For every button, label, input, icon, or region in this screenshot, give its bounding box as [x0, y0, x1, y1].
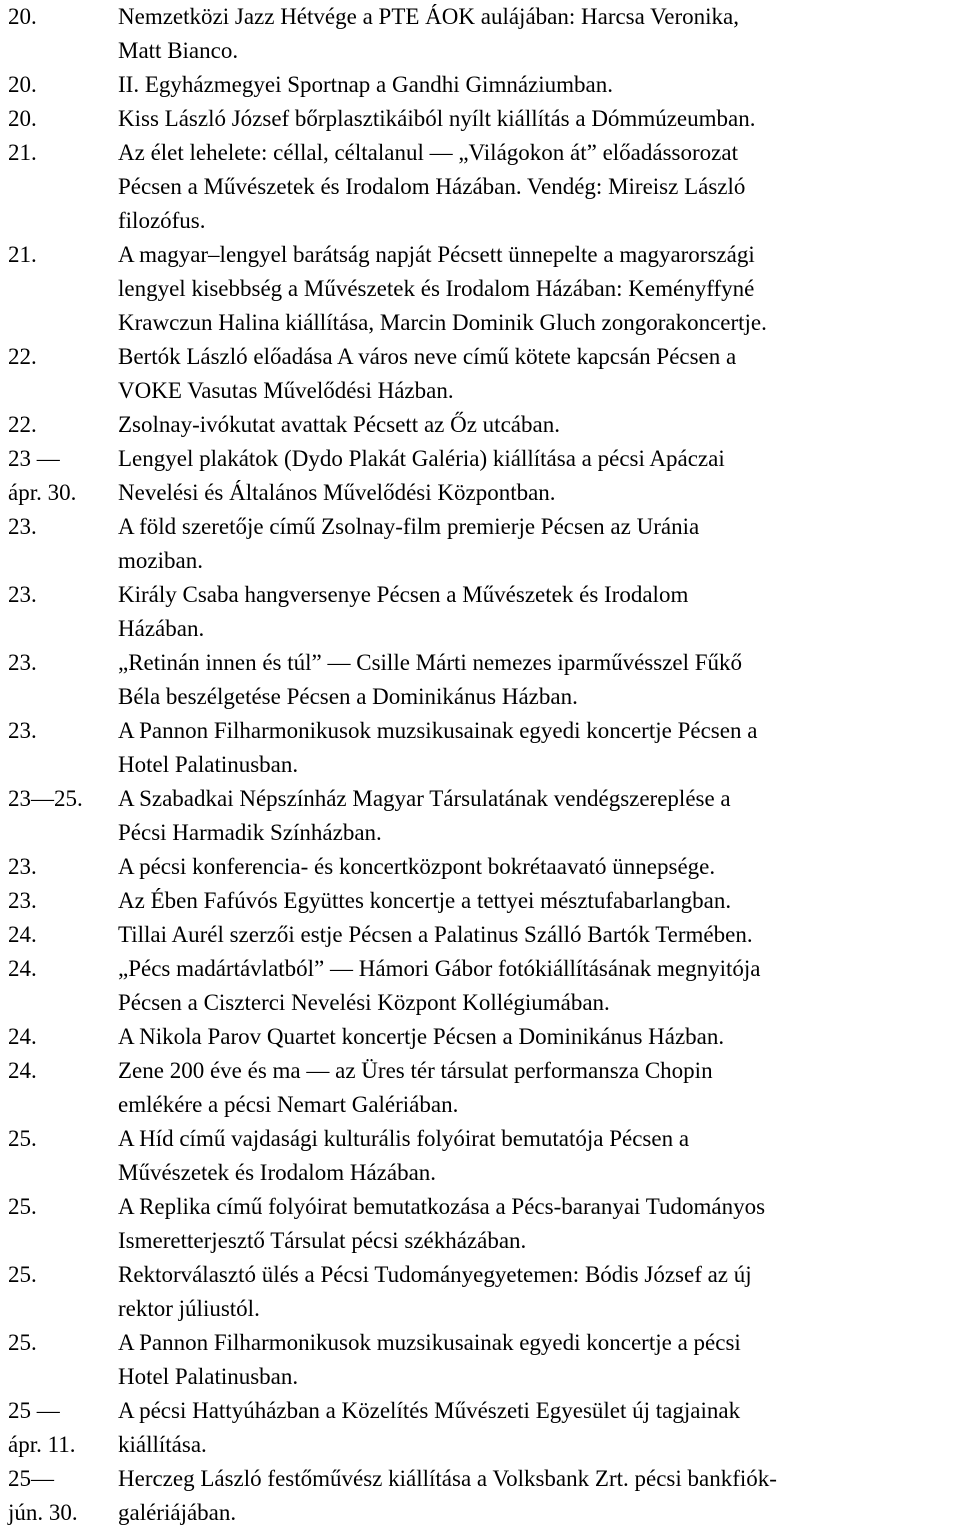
- entry-date-line: 23.: [8, 888, 37, 913]
- entry-text-line: Krawczun Halina kiállítása, Marcin Dominik Gluch zongorakoncertje.: [118, 310, 767, 335]
- entry-text-line: A pécsi konferencia- és koncertközpont bokrétaavató ünnepsége.: [118, 854, 716, 879]
- entry-text-line: Nemzetközi Jazz Hétvége a PTE ÁOK aulájában: Harcsa Veronika,: [118, 4, 739, 29]
- chronicle-entry: [0, 1190, 960, 1258]
- entry-text-line: Hotel Palatinusban.: [118, 752, 299, 777]
- entry-description: [118, 850, 958, 884]
- entry-description: [118, 1258, 958, 1326]
- chronicle-entry: [0, 918, 960, 952]
- entry-date: [0, 510, 118, 578]
- entry-date-line: 23.: [8, 650, 37, 675]
- entry-description: [118, 510, 958, 578]
- entry-text-line: VOKE Vasutas Művelődési Házban.: [118, 378, 454, 403]
- entry-text-line: Zene 200 éve és ma ― az Üres tér társulat performansza Chopin: [118, 1058, 713, 1083]
- entry-date-line: 21.: [8, 242, 37, 267]
- entry-text-line: Ismeretterjesztő Társulat pécsi székházában.: [118, 1228, 527, 1253]
- entry-text-line: Király Csaba hangversenye Pécsen a Művészetek és Irodalom: [118, 582, 689, 607]
- entry-date-line: 25―: [8, 1466, 54, 1491]
- entry-text-line: Lengyel plakátok (Dydo Plakát Galéria) kiállítása a pécsi Apáczai: [118, 446, 725, 471]
- entry-date: [0, 0, 118, 68]
- entry-text-line: A Híd című vajdasági kulturális folyóirat bemutatója Pécsen a: [118, 1126, 690, 1151]
- entry-date-line: 20.: [8, 72, 37, 97]
- entry-date: [0, 578, 118, 646]
- entry-text-line: galériájában.: [118, 1500, 237, 1525]
- entry-date-line: 23.: [8, 582, 37, 607]
- entry-description: [118, 782, 958, 850]
- entry-date: [0, 1326, 118, 1394]
- entry-date-line: 25.: [8, 1126, 37, 1151]
- entry-description: [118, 408, 958, 442]
- entry-text-line: Művészetek és Irodalom Házában.: [118, 1160, 437, 1185]
- entry-date-line: 20.: [8, 4, 37, 29]
- entry-text-line: Hotel Palatinusban.: [118, 1364, 299, 1389]
- entry-text-line: A Szabadkai Népszínház Magyar Társulatának vendégszereplése a: [118, 786, 731, 811]
- entry-date: [0, 714, 118, 782]
- entry-description: [118, 442, 958, 510]
- entry-date-line: 25.: [8, 1194, 37, 1219]
- chronicle-entry: [0, 1054, 960, 1122]
- entry-description: [118, 68, 958, 102]
- entry-date: [0, 1462, 118, 1530]
- chronicle-entry: [0, 646, 960, 714]
- entry-date: [0, 102, 118, 136]
- entry-text-line: Pécsen a Művészetek és Irodalom Házában. Vendég: Mireisz László: [118, 174, 746, 199]
- entry-date-line: ápr. 30.: [8, 480, 77, 505]
- chronicle-entry: [0, 578, 960, 646]
- entry-date: [0, 884, 118, 918]
- entry-description: [118, 1326, 958, 1394]
- chronicle-entry: [0, 952, 960, 1020]
- entry-text-line: A pécsi Hattyúházban a Közelítés Művészeti Egyesület új tagjainak: [118, 1398, 741, 1423]
- entry-date-line: 22.: [8, 344, 37, 369]
- entry-date-line: 25.: [8, 1262, 37, 1287]
- entry-text-line: A Pannon Filharmonikusok muzsikusainak egyedi koncertje a pécsi: [118, 1330, 741, 1355]
- entry-description: [118, 1394, 958, 1462]
- entry-description: [118, 578, 958, 646]
- entry-description: [118, 238, 958, 340]
- entry-date: [0, 340, 118, 408]
- chronicle-entry: [0, 782, 960, 850]
- entry-description: [118, 1462, 958, 1530]
- entry-date: [0, 1020, 118, 1054]
- entry-text-line: Az Ében Fafúvós Együttes koncertje a tettyei mésztufabarlangban.: [118, 888, 732, 913]
- chronicle-entry: [0, 1394, 960, 1462]
- entry-text-line: Zsolnay-ivókutat avattak Pécsett az Őz utcában.: [118, 412, 560, 437]
- entry-text-line: Bertók László előadása A város neve című kötete kapcsán Pécsen a: [118, 344, 737, 369]
- entry-text-line: filozófus.: [118, 208, 206, 233]
- entry-text-line: Matt Bianco.: [118, 38, 239, 63]
- entry-description: [118, 102, 958, 136]
- entry-date: [0, 952, 118, 1020]
- chronicle-entry: [0, 1020, 960, 1054]
- entry-date: [0, 782, 118, 850]
- entry-text-line: Házában.: [118, 616, 205, 641]
- chronicle-entry: [0, 714, 960, 782]
- entry-text-line: rektor júliustól.: [118, 1296, 260, 1321]
- entry-date: [0, 1122, 118, 1190]
- entry-text-line: „Retinán innen és túl” ― Csille Márti nemezes iparművésszel Fűkő: [118, 650, 743, 675]
- entry-date-line: jún. 30.: [8, 1500, 78, 1525]
- entry-date-line: 23.: [8, 854, 37, 879]
- entry-date-line: ápr. 11.: [8, 1432, 76, 1457]
- entry-date: [0, 1054, 118, 1122]
- entry-description: [118, 918, 958, 952]
- chronicle-entry: [0, 0, 960, 68]
- entry-date-line: 22.: [8, 412, 37, 437]
- entry-date-line: 20.: [8, 106, 37, 131]
- entry-text-line: A Nikola Parov Quartet koncertje Pécsen a Dominikánus Házban.: [118, 1024, 725, 1049]
- entry-text-line: Az élet lehelete: céllal, céltalanul ― „Világokon át” előadássorozat: [118, 140, 738, 165]
- chronicle-entry: [0, 238, 960, 340]
- entry-text-line: kiállítása.: [118, 1432, 207, 1457]
- entry-date: [0, 646, 118, 714]
- entry-date: [0, 918, 118, 952]
- chronicle-entry: [0, 136, 960, 238]
- entry-date: [0, 238, 118, 340]
- entry-date: [0, 442, 118, 510]
- entry-text-line: A Replika című folyóirat bemutatkozása a Pécs-baranyai Tudományos: [118, 1194, 766, 1219]
- entry-text-line: Nevelési és Általános Művelődési Központban.: [118, 480, 556, 505]
- chronicle-entry: [0, 68, 960, 102]
- chronicle-entry: [0, 102, 960, 136]
- entry-description: [118, 646, 958, 714]
- entry-date: [0, 136, 118, 238]
- chronicle-entry: [0, 1462, 960, 1530]
- entry-date-line: 23 ―: [8, 446, 60, 471]
- entry-date-line: 23―25.: [8, 786, 83, 811]
- entry-date: [0, 850, 118, 884]
- entry-text-line: Pécsi Harmadik Színházban.: [118, 820, 382, 845]
- entry-text-line: Rektorválasztó ülés a Pécsi Tudományegyetemen: Bódis József az új: [118, 1262, 752, 1287]
- chronicle-entry: [0, 510, 960, 578]
- entry-description: [118, 136, 958, 238]
- entry-text-line: Béla beszélgetése Pécsen a Dominikánus Házban.: [118, 684, 578, 709]
- entry-text-line: II. Egyházmegyei Sportnap a Gandhi Gimnáziumban.: [118, 72, 613, 97]
- entry-description: [118, 1020, 958, 1054]
- entry-date: [0, 68, 118, 102]
- entry-date-line: 25.: [8, 1330, 37, 1355]
- entry-description: [118, 1054, 958, 1122]
- entry-text-line: Pécsen a Ciszterci Nevelési Központ Kollégiumában.: [118, 990, 610, 1015]
- entry-date-line: 24.: [8, 1058, 37, 1083]
- entry-description: [118, 714, 958, 782]
- entry-date: [0, 1258, 118, 1326]
- chronicle-entry: [0, 850, 960, 884]
- entry-text-line: lengyel kisebbség a Művészetek és Irodalom Házában: Keményffyné: [118, 276, 755, 301]
- entry-text-line: Tillai Aurél szerzői estje Pécsen a Palatinus Szálló Bartók Termében.: [118, 922, 753, 947]
- entry-description: [118, 0, 958, 68]
- entry-date-line: 24.: [8, 1024, 37, 1049]
- entry-description: [118, 1122, 958, 1190]
- chronicle-entry: [0, 1326, 960, 1394]
- entry-date-line: 23.: [8, 718, 37, 743]
- entry-text-line: moziban.: [118, 548, 203, 573]
- chronicle-entry: [0, 408, 960, 442]
- entry-description: [118, 340, 958, 408]
- entry-text-line: „Pécs madártávlatból” ― Hámori Gábor fotókiállításának megnyitója: [118, 956, 761, 981]
- entry-date-line: 24.: [8, 922, 37, 947]
- entry-date: [0, 1394, 118, 1462]
- entry-text-line: Kiss László József bőrplasztikáiból nyílt kiállítás a Dómmúzeumban.: [118, 106, 756, 131]
- entry-description: [118, 952, 958, 1020]
- entry-text-line: A Pannon Filharmonikusok muzsikusainak egyedi koncertje Pécsen a: [118, 718, 758, 743]
- entry-date: [0, 408, 118, 442]
- entry-date-line: 23.: [8, 514, 37, 539]
- chronicle-entry: [0, 340, 960, 408]
- entry-date: [0, 1190, 118, 1258]
- entry-text-line: emlékére a pécsi Nemart Galériában.: [118, 1092, 459, 1117]
- entry-description: [118, 884, 958, 918]
- entry-text-line: A föld szeretője című Zsolnay-film premierje Pécsen az Uránia: [118, 514, 700, 539]
- entry-date-line: 24.: [8, 956, 37, 981]
- chronicle-entry: [0, 1122, 960, 1190]
- chronicle-entry: [0, 1258, 960, 1326]
- entry-date-line: 21.: [8, 140, 37, 165]
- entry-description: [118, 1190, 958, 1258]
- entry-text-line: Herczeg László festőművész kiállítása a Volksbank Zrt. pécsi bankfiók-: [118, 1466, 777, 1491]
- entry-text-line: A magyar–lengyel barátság napját Pécsett ünnepelte a magyarországi: [118, 242, 755, 267]
- chronicle-entry: [0, 442, 960, 510]
- entry-date-line: 25 ―: [8, 1398, 60, 1423]
- chronicle-entry: [0, 884, 960, 918]
